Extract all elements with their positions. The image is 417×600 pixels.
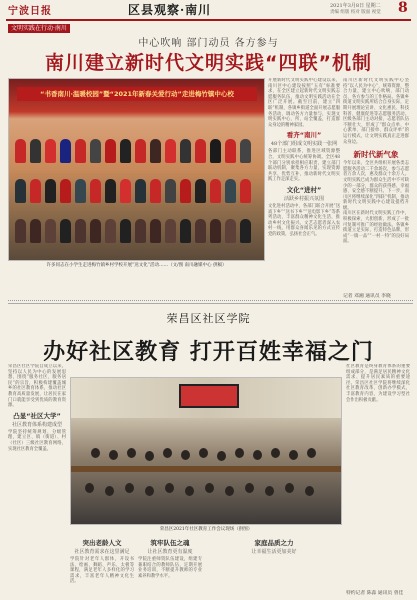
story2-side-heading: 凸显“社区大学” xyxy=(13,411,61,420)
story1-body-paragraph: 今年以来，全区共组织开展各类志愿服务活动二千余场次，参与志愿者万余人次，惠及群众十余万人。文明实践已成为群众生活中不可缺少的一部分，群众的获得感、幸福感、安全感不断提升。下一步，南川区将继续深化“四联”机制，推动新时代文明实践中心建设提档升级。 xyxy=(343,161,409,211)
story1-body-paragraph: 南川区在新时代文明实践工作中，积极探索，大胆创新，形成了一批可复制可推广的经验做法。各镇乡街道立足实际，打造特色品牌，形成“一镇一品”“一村一特”的良好局面。 xyxy=(343,211,409,245)
story1-subhead: 中心吹响 部门动员 各方参与 xyxy=(138,38,279,49)
section-title: 区县观察·南川 xyxy=(128,3,212,17)
story2-sub-subheading: 社区教育需求在这里满足 xyxy=(74,549,130,555)
story-divider xyxy=(8,300,413,304)
projection-screen xyxy=(179,384,239,408)
story2-right-subheading: 让幸福生活更加美好 xyxy=(251,549,297,555)
photo-banner: “书香南川·温暖校园”暨“2021年新春关爱行动”走进梅竹镇中心校 xyxy=(17,87,257,101)
story1-photo xyxy=(8,78,265,261)
story2-right-heading: 家庭品质之力 xyxy=(254,539,294,547)
page-header xyxy=(0,0,417,20)
story2-col-right xyxy=(346,364,410,586)
story1-side-heading: 看齐“南川” xyxy=(286,131,322,140)
story2-body-paragraph: 学院针对老年人群体，开设书法、绘画、舞蹈、声乐、太极等课程，满足老年人多样化的学习需求，丰富老年人精神文化生活。 xyxy=(70,557,134,585)
story1-byline: 记者 邓湘 通讯员 李晓 xyxy=(343,294,391,299)
story1-body-paragraph: 各部门主动联系，推进区域资源整合，文明实践中心统筹协调。全区48个部门分别承担相应职责，建立部门联动机制，聚集各方力量，实现资源共享、优势互补，推动新时代文明实践工作走深走实。 xyxy=(268,149,340,183)
story1-mid-heading: 文化“进村” xyxy=(286,185,322,194)
photo-people-row xyxy=(13,179,262,209)
story1-headline: 南川建立新时代文明实践“四联”机制 xyxy=(45,52,372,74)
meeting-desk xyxy=(71,466,342,472)
story2-col-bottom-1 xyxy=(70,536,134,598)
story2-sub-subheading: 让社区教育更有温度 xyxy=(147,549,193,555)
story2-col-bottom-2 xyxy=(138,536,202,598)
story2-photo-caption: 荣昌区2021年社区教育工作会议现场（供图） xyxy=(159,527,253,532)
story2-body-paragraph: 学院坚持统筹规划、分级管理，建立区、镇（街道）、村（社区）三级社区教育网络，实现社区教育全覆盖。 xyxy=(8,429,66,452)
story1-photo-caption: 许多同志在小学生走进梅竹镇乡村学校开展“送文化”活动……（文/图 南川融媒中心 供稿） xyxy=(46,263,227,268)
story2-body-paragraph: 荣昌区社区学院自成立以来，坚持以人民为中心的发展思想，围绕“服务社区、服务居民”的宗旨，积极构建覆盖城乡的社区教育体系，推动社区教育高质量发展，让居民在家门口就能享受到优质的教育资源。 xyxy=(8,364,66,409)
story2-sub-heading: 筑牢队伍之魂 xyxy=(150,539,190,547)
photo-people-row xyxy=(13,139,262,169)
story1-col-right-b xyxy=(343,78,409,298)
page-number: 8 xyxy=(398,0,408,16)
story1-body-paragraph: 南川区新时代文明实践中心坚持“以人民为中心”，统筹资源，整合力量，建立中心吹响、部门动员、各方参与的工作格局。各镇乡街道文明实践所结合自身实际，定期开展理论宣讲、文化惠民、科技科普、健康促进等志愿服务活动。区级各部门主动对接，志愿者队伍不断壮大，形成了“群众点单、中心派单、部门接单、群众评单”的运行模式，让文明实践真正走进群众身边。 xyxy=(343,78,409,145)
header-rule xyxy=(6,19,411,21)
story1-side-subheading: 48个部门组成文明实践一张网 xyxy=(270,141,338,148)
story1-kicker: 文明实践在行动·南川 xyxy=(8,24,70,33)
editor-credits: 责编 组版 校对 版面 视觉 xyxy=(330,10,381,15)
story2-byline: 特约记者 陈淼 通讯员 曾佳 xyxy=(346,591,404,596)
story2-col-left xyxy=(8,364,66,596)
story1-mid-subheading: 活跃乡村振兴氛围 xyxy=(283,195,324,202)
story2-body-paragraph: 学院注重师资队伍建设，组建专兼职结合的教师队伍，定期开展业务培训，不断提升教师的专业素养和教学水平。 xyxy=(138,557,202,579)
story2-side-subheading: 社区教育体系构建成型 xyxy=(11,421,62,428)
story2-photo xyxy=(70,377,342,525)
masthead: 宁波日报 xyxy=(8,6,52,17)
story1-right-heading: 新时代新气象 xyxy=(353,150,399,160)
story1-body-paragraph: 开展新时代文明实践中心建设以来，南川区中心建设按照“五有”标准要求，在全区建立起新时代文明实践志愿服务队伍，推动文明实践活动在全区广泛开展。截至目前，建立“四联”机制，各镇乡街道全面开展志愿服务活动，调动各方力量参与，实现文明实践中心、所、站全覆盖，打造群众身边的精神家园。 xyxy=(268,78,340,128)
photo-people-row xyxy=(13,219,262,249)
story1-col-right-a xyxy=(268,78,340,298)
story2-sub-heading: 突出老龄人文 xyxy=(82,539,122,547)
story1-body-paragraph: 文化进村活动中，各部门联合开展“送戏下乡”“送书下乡”“送电影下乡”等系列活动，丰富群众精神文化生活，推动乡村文化振兴。文艺志愿者深入农村一线，用群众喜闻乐见的方式宣传党的政策，弘扬社会正气。 xyxy=(268,203,340,237)
story2-body-paragraph: 社区教育是终身教育体系的重要组成部分，是满足居民精神文化需求、提升居民素质的重要途径。荣昌区社区学院将继续深化社区教育改革，创新办学模式，丰富教育内容，为建设学习型社会作出积极贡献。 xyxy=(346,364,410,403)
story2-kicker: 荣昌区社区学院 xyxy=(166,312,251,325)
issue-date: 2021年3月8日 星期二 xyxy=(330,3,381,9)
story2-headline: 办好社区教育 打开百姓幸福之门 xyxy=(43,340,374,365)
story2-col-bottom-3 xyxy=(206,536,342,598)
